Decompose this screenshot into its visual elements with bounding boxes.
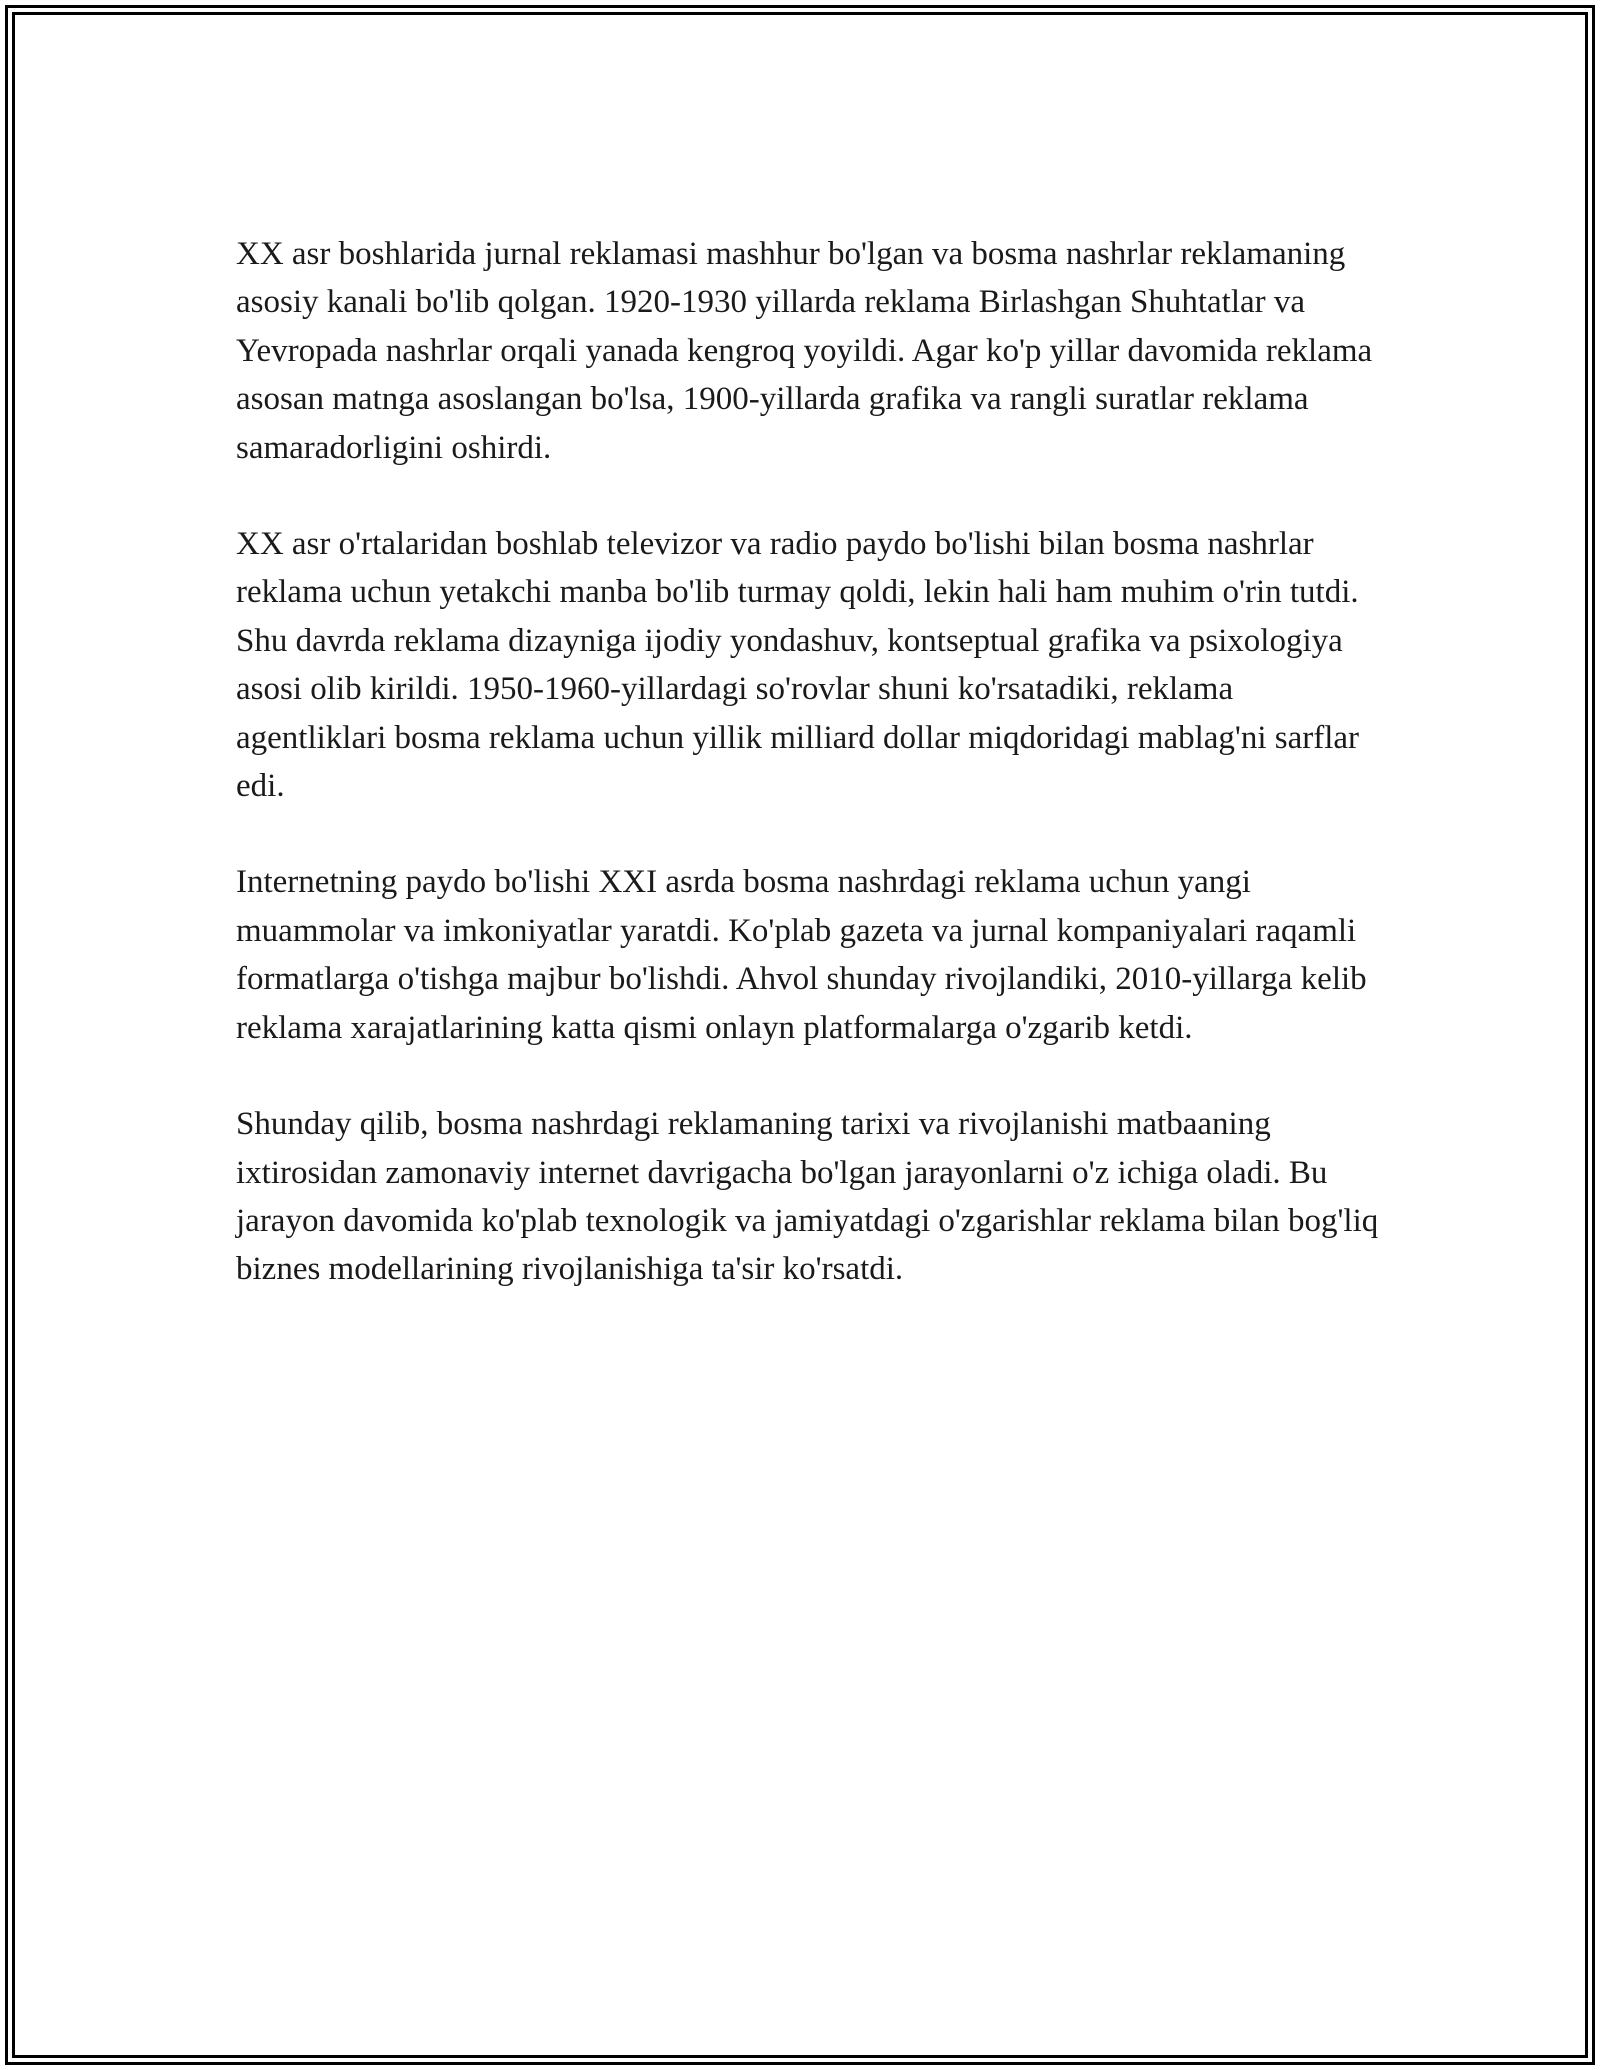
paragraph-1: XX asr boshlarida jurnal reklamasi mashhur bo'lgan va bosma nashrlar reklamaning asosiy kanali bo'lib qolgan. 1920-1930 yillarda reklama Birlashgan Shuhtatlar va Yevropada nashrlar orqali yanada kengroq yoyildi. Agar ko'p yillar davomida reklama asosan matnga asoslangan bo'lsa, 1900-yillarda grafika va rangli suratlar reklama samaradorligini oshirdi. bbox=[236, 236, 1373, 466]
paragraph-3: Internetning paydo bo'lishi XXI asrda bosma nashrdagi reklama uchun yangi muammolar va imkoniyatlar yaratdi. Ko'plab gazeta va jurnal kompaniyalari raqamli formatlarga o'tishga majbur bo'lishdi. Ahvol shunday rivojlandiki, 2010-yillarga kelib reklama xarajatlarining katta qismi onlayn platformalarga o'zgarib ketdi. bbox=[236, 864, 1367, 1046]
paragraph-4: Shunday qilib, bosma nashrdagi reklamaning tarixi va rivojlanishi matbaaning ixtirosidan zamonaviy internet davrigacha bo'lgan jarayonlarni o'z ichiga oladi. Bu jarayon davomida ko'plab texnologik va jamiyatdagi o'zgarishlar reklama bilan bog'liq biznes modellarining rivojlanishiga ta'sir ko'rsatdi. bbox=[236, 1106, 1379, 1288]
paragraph-2: XX asr o'rtalaridan boshlab televizor va radio paydo bo'lishi bilan bosma nashrlar reklama uchun yetakchi manba bo'lib turmay qoldi, lekin hali ham muhim o'rin tutdi. Shu davrda reklama dizayniga ijodiy yondashuv, kontseptual grafika va psixologiya asosi olib kirildi. 1950-1960-yillardagi so'rovlar shuni ko'rsatadiki, reklama agentliklari bosma reklama uchun yillik milliard dollar miqdoridagi mablag'ni sarflar edi. bbox=[236, 526, 1360, 805]
document-body bbox=[236, 230, 1386, 1342]
